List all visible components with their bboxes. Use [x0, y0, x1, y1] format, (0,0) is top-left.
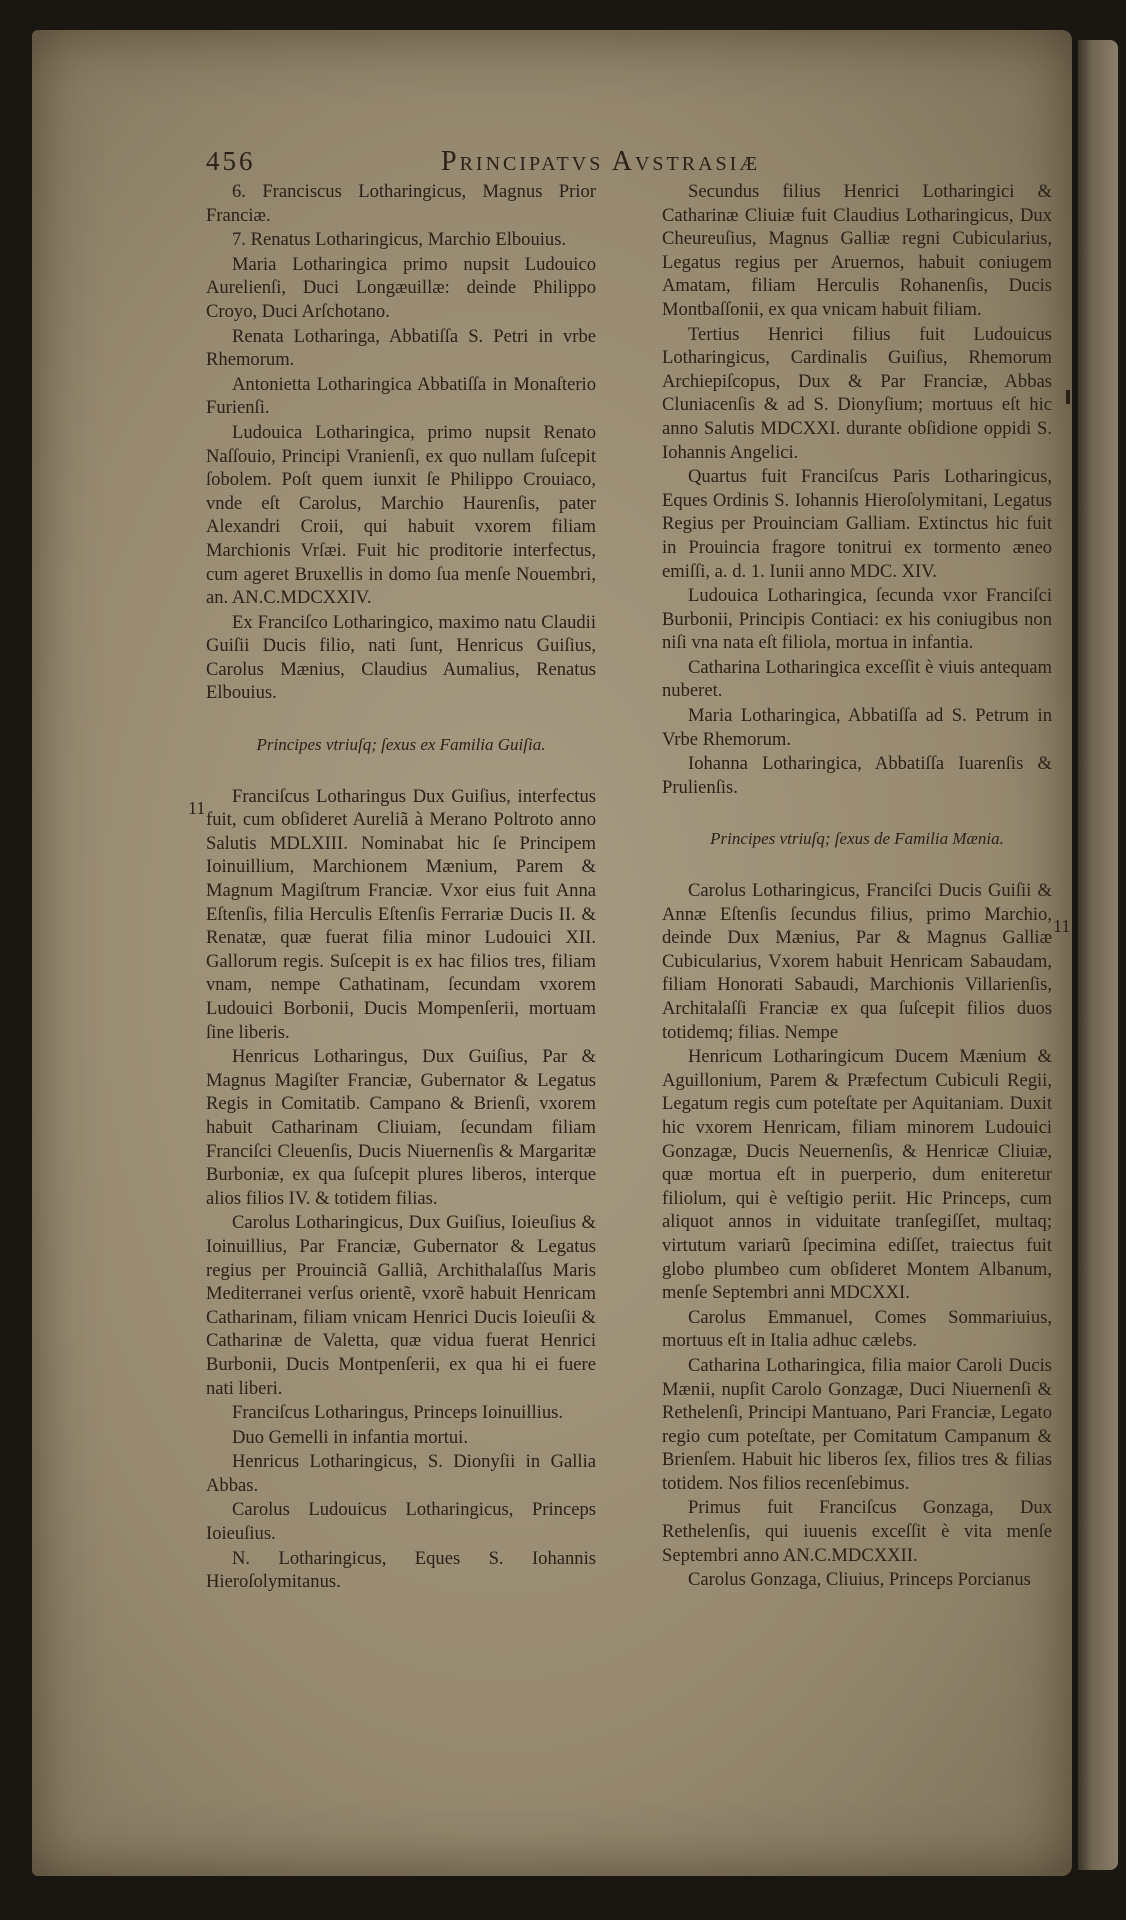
paragraph: 6. Franciscus Lotharingicus, Magnus Prior Franciæ. [206, 181, 596, 226]
left-margin-number: 11 [188, 798, 206, 818]
left-column [206, 180, 596, 1595]
paragraph: Henricum Lotharingicum Ducem Mænium & Aguillonium, Parem & Præfectum Cubiculi Regii, Legatum regis cum poteſtate per Aquitaniam. Duxit hic vxorem Henricam, filiam minorem Ludouici Gonzagæ, Ducis Neuernenſis, & Henricæ Cliuiæ, quæ mortua eſt in puerperio, dum eniteretur filiolum, qui è veſtigio periit. Hic Princeps, cum aliquot annos in viduitate tranſegiſſet, multaq; virtutum variarũ ſpecimina ediſſet, traiectus fuit globo plumbeo cum obſideret Montem Albanum, menſe Septembri anni MDCXXI. [662, 1046, 1052, 1304]
paragraph: Duo Gemelli in infantia mortui. [232, 1426, 468, 1448]
paragraph: Ex Franciſco Lotharingico, maximo natu Claudii Guiſii Ducis filio, nati ſunt, Henricus Guiſius, Carolus Mænius, Claudius Aumalius, Renatus Elbouius. [206, 611, 596, 704]
paragraph: N. Lotharingicus, Eques S. Iohannis Hieroſolymitanus. [206, 1547, 596, 1593]
paragraph: Ludouica Lotharingica, ſecunda vxor Franciſci Burbonii, Principis Contiaci: ex his coniugibus non niſi vna nata eſt filiola, mortua in infantia. [662, 585, 1052, 654]
paragraph: Quartus fuit Franciſcus Paris Lotharingicus, Eques Ordinis S. Iohannis Hieroſolymitani, Legatus Regius per Prouinciam Galliam. Extinctus hic fuit in Prouincia fragore tonitrui ex tormento æneo emiſſi, a. d. 1. Iunii anno MDC. XIV. [662, 466, 1052, 582]
paragraph: Maria Lotharingica primo nupsit Ludouico Aurelienſi, Duci Longæuillæ: deinde Philippo Croyo, Duci Arſchotano. [206, 253, 596, 322]
paragraph: Tertius Henrici filius fuit Ludouicus Lotharingicus, Cardinalis Guiſius, Rhemorum Archiepiſcopus, Dux & Par Franciæ, Abbas Cluniacenſis & ad S. Dionyſium; mortuus eſt hic anno Salutis MDCXXI. durante obſidione oppidi S. Iohannis Angelici. [662, 323, 1052, 463]
right-margin-number: 11 [1053, 916, 1071, 936]
paragraph: Franciſcus Lotharingus Dux Guiſius, interfectus fuit, cum obſideret Aureliã à Merano Poltroto anno Salutis MDLXIII. Nominabat hic ſe Principem Ioinuillium, Marchionem Mænium, Parem & Magnum Magiſtrum Franciæ. Vxor eius fuit Anna Eſtenſis, filia Herculis Eſtenſis Ferrariæ Ducis II. & Renatæ, quæ fuerat filia minor Ludouici XII. Gallorum regis. Suſcepit is ex hac filios tres, filiam vnam, nempe Cathatinam, ſecundam vxorem Ludouici Borbonii, Ducis Mompenſerii, mortuam ſine liberis. [206, 785, 596, 1043]
paragraph: Antonietta Lotharingica Abbatiſſa in Monaſterio Furienſi. [206, 373, 596, 419]
paragraph: Carolus Lotharingicus, Dux Guiſius, Ioieuſius & Ioinuillius, Par Franciæ, Gubernator & Legatus regius per Prouinciã Galliã, Archithalaſſus Maris Mediterranei verſus orientẽ, vxorẽ habuit Henricam Catharinam, filiam vnicam Henrici Ducis Ioieuſii & Catharinæ de Valetta, quæ vidua fuerat Henrici Burbonii, Ducis Montpenſerii, ex qua hi ei fuere nati liberi. [206, 1212, 596, 1399]
paragraph: Secundus filius Henrici Lotharingici & Catharinæ Cliuiæ fuit Claudius Lotharingicus, Dux Cheureuſius, Magnus Galliæ regni Cubicularius, Legatus regius per Aruernos, habuit coniugem Amatam, filiam Herculis Rohanenſis, Ducis Montbaſſonii, ex qua vnicam habuit filiam. [662, 181, 1052, 320]
paragraph: Iohanna Lotharingica, Abbatiſſa Iuarenſis & Prulienſis. [662, 753, 1052, 798]
section-heading: Principes vtriuſq; ſexus ex Familia Guiſia. [256, 735, 546, 755]
paragraph: Carolus Emmanuel, Comes Sommariuius, mortuus eſt in Italia adhuc cælebs. [662, 1306, 1052, 1352]
right-column [662, 180, 1052, 1593]
paragraph: Henricus Lotharingicus, S. Dionyſii in Gallia Abbas. [206, 1451, 596, 1496]
paragraph: Carolus Gonzaga, Cliuius, Princeps Porcianus [688, 1569, 1031, 1591]
running-title: Principatvs Avstrasiæ [441, 146, 761, 177]
section-heading: Principes vtriuſq; ſexus de Familia Mænia. [710, 829, 1004, 849]
paragraph: 7. Renatus Lotharingicus, Marchio Elbouius. [232, 229, 567, 251]
paragraph: Catharina Lotharingica exceſſit è viuis antequam nuberet. [662, 656, 1052, 702]
page-number: 456 [206, 146, 256, 176]
paragraph: Primus fuit Franciſcus Gonzaga, Dux Rethelenſis, qui iuuenis exceſſit è vita menſe Septembri anno AN.C.MDCXXII. [662, 1497, 1052, 1566]
paragraph: Henricus Lotharingus, Dux Guiſius, Par & Magnus Magiſter Franciæ, Gubernator & Legatus Regis in Comitatib. Campano & Brienſi, vxorem habuit Catharinam Cliuiam, ſecundam filiam Franciſci Cleuenſis, Ducis Niuernenſis & Margaritæ Burboniæ, ex qua ſuſcepit plures liberos, interque alios filios IV. & totidem filias. [206, 1046, 596, 1209]
paragraph: Carolus Lotharingicus, Franciſci Ducis Guiſii & Annæ Eſtenſis ſecundus filius, primo Marchio, deinde Dux Mænius, Par & Magnus Galliæ Cubicularius, Vxorem habuit Henricam Sabaudam, filiam Honorati Sabaudi, Marchionis Villarienſis, Architalaſſi Franciæ ex qua ſuſcepit filios duos totidemq; filias. Nempe [662, 880, 1052, 1043]
paragraph: Carolus Ludouicus Lotharingicus, Princeps Ioieuſius. [206, 1499, 596, 1545]
running-header [206, 146, 946, 180]
paragraph: Catharina Lotharingica, filia maior Caroli Ducis Mænii, nupſit Carolo Gonzagæ, Duci Niuernenſi & Rethelenſi, Principi Mantuano, Pari Franciæ, Legato regio cum poteſtate, per Comitatum Campanum & Brienſem. Habuit hic liberos ſex, filios tres & filias totidem. Nos filios recenſebimus. [662, 1354, 1052, 1494]
paragraph: Ludouica Lotharingica, primo nupsit Renato Naſſouio, Principi Vranienſi, ex quo nullam ſuſcepit ſobolem. Poſt quem iunxit ſe Philippo Crouiaco, vnde eſt Carolus, Marchio Haurenſis, pater Alexandri Croii, qui habuit vxorem filiam Marchionis Vrſæi. Fuit hic proditorie interfectus, cum ageret Bruxellis in domo ſua menſe Nouembri, an. AN.C.MDCXXIV. [206, 421, 596, 609]
next-page-edge [1078, 40, 1118, 1870]
margin-mark [1066, 390, 1070, 404]
paragraph: Maria Lotharingica, Abbatiſſa ad S. Petrum in Vrbe Rhemorum. [662, 705, 1052, 750]
paragraph: Renata Lotharinga, Abbatiſſa S. Petri in vrbe Rhemorum. [206, 325, 596, 371]
paragraph: Franciſcus Lotharingus, Princeps Ioinuillius. [232, 1402, 564, 1424]
